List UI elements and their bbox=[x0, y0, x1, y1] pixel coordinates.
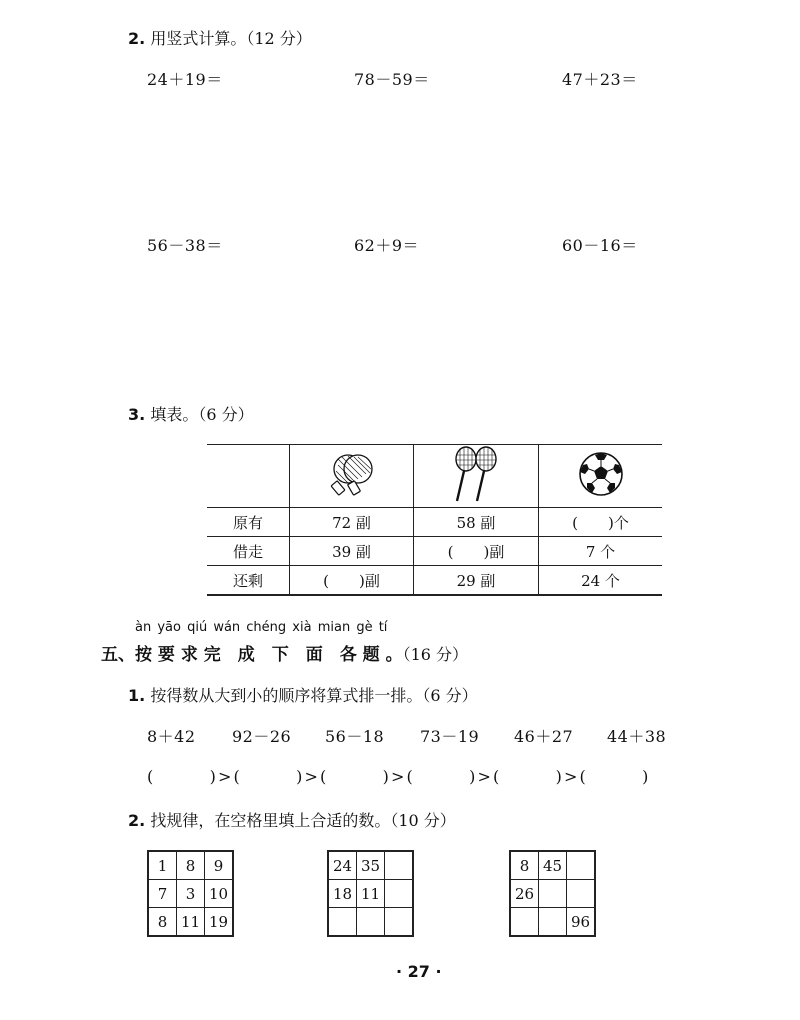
table-icon-cell bbox=[290, 445, 414, 508]
grid-cell: 8 bbox=[148, 908, 177, 937]
sort-expression: 56－18 bbox=[325, 727, 385, 746]
q2-number: 2. bbox=[128, 29, 146, 48]
row-label: 借走 bbox=[207, 537, 290, 566]
ping-pong-paddles-icon bbox=[324, 449, 380, 499]
grid-cell: 11 bbox=[357, 880, 385, 908]
grid-blank-cell[interactable] bbox=[539, 908, 567, 937]
grid-cell: 96 bbox=[567, 908, 596, 937]
q3-points: （6 分） bbox=[198, 405, 254, 424]
table-row bbox=[207, 537, 662, 566]
table-cell: 39 副 bbox=[290, 537, 414, 566]
q5-2-heading bbox=[128, 808, 456, 831]
q2-problem-1: 24＋19＝ bbox=[147, 70, 223, 89]
answer-blank-cell[interactable]: ( )副 bbox=[414, 537, 539, 566]
grid-blank-cell[interactable] bbox=[385, 908, 414, 937]
table-header-row bbox=[207, 445, 662, 508]
q2-problem-5: 62＋9＝ bbox=[354, 236, 420, 255]
grid-blank-cell[interactable] bbox=[328, 908, 357, 937]
sort-expression: 73－19 bbox=[420, 727, 480, 746]
page-number: · 27 · bbox=[396, 962, 442, 981]
grid-blank-cell[interactable] bbox=[510, 908, 539, 937]
pattern-grid-2 bbox=[327, 850, 414, 937]
grid-blank-cell[interactable] bbox=[567, 851, 596, 880]
grid-cell: 3 bbox=[177, 880, 205, 908]
q3-heading bbox=[128, 402, 254, 425]
q2-problem-4: 56－38＝ bbox=[147, 236, 223, 255]
table-cell: 72 副 bbox=[290, 508, 414, 537]
badminton-rackets-icon bbox=[449, 445, 503, 503]
q5-1-points: （6 分） bbox=[422, 686, 478, 705]
grid-cell: 9 bbox=[205, 851, 234, 880]
section5-heading bbox=[101, 640, 468, 665]
row-label: 原有 bbox=[207, 508, 290, 537]
grid-cell: 1 bbox=[148, 851, 177, 880]
q2-title: 用竖式计算。 bbox=[150, 29, 247, 48]
q2-problem-3: 47＋23＝ bbox=[562, 70, 638, 89]
grid-cell: 19 bbox=[205, 908, 234, 937]
sort-answer-row[interactable]: ( )>( )>( )>( )>( )>( ) bbox=[147, 767, 651, 786]
grid-cell: 10 bbox=[205, 880, 234, 908]
answer-blank-cell[interactable]: ( )个 bbox=[539, 508, 663, 537]
row-label: 还剩 bbox=[207, 566, 290, 596]
grid-cell: 11 bbox=[177, 908, 205, 937]
table-cell: 58 副 bbox=[414, 508, 539, 537]
grid-cell: 8 bbox=[510, 851, 539, 880]
table-row bbox=[207, 566, 662, 596]
pattern-grid-1 bbox=[147, 850, 234, 937]
fill-table bbox=[207, 444, 662, 596]
answer-blank-cell[interactable]: ( )副 bbox=[290, 566, 414, 596]
table-corner-cell bbox=[207, 445, 290, 508]
grid-cell: 26 bbox=[510, 880, 539, 908]
table-cell: 29 副 bbox=[414, 566, 539, 596]
grid-cell: 18 bbox=[328, 880, 357, 908]
grid-blank-cell[interactable] bbox=[385, 880, 414, 908]
q2-problem-6: 60－16＝ bbox=[562, 236, 638, 255]
sort-expression: 8＋42 bbox=[147, 727, 196, 746]
grid-blank-cell[interactable] bbox=[567, 880, 596, 908]
q2-problem-2: 78－59＝ bbox=[354, 70, 430, 89]
grid-cell: 45 bbox=[539, 851, 567, 880]
q2-points: （12 分） bbox=[246, 29, 312, 48]
grid-cell: 8 bbox=[177, 851, 205, 880]
table-cell: 24 个 bbox=[539, 566, 663, 596]
grid-cell: 24 bbox=[328, 851, 357, 880]
q5-2-number: 2. bbox=[128, 811, 146, 830]
table-icon-cell bbox=[414, 445, 539, 508]
q3-number: 3. bbox=[128, 405, 146, 424]
table-cell: 7 个 bbox=[539, 537, 663, 566]
soccer-ball-icon bbox=[577, 450, 625, 498]
q3-title: 填表。 bbox=[150, 405, 199, 424]
grid-blank-cell[interactable] bbox=[539, 880, 567, 908]
grid-cell: 7 bbox=[148, 880, 177, 908]
sort-expression: 46＋27 bbox=[514, 727, 574, 746]
section5-points: （16 分） bbox=[402, 645, 469, 664]
grid-cell: 35 bbox=[357, 851, 385, 880]
section5-pinyin: àn yāo qiú wán chéng xià mian gè tí bbox=[135, 620, 388, 635]
q5-1-heading bbox=[128, 683, 478, 706]
q5-1-number: 1. bbox=[128, 686, 146, 705]
q2-heading bbox=[128, 26, 312, 49]
sort-expression: 92－26 bbox=[232, 727, 292, 746]
section5-title: 五、按 要 求 完 成 下 面 各 题 。 bbox=[101, 645, 403, 665]
table-row bbox=[207, 508, 662, 537]
sort-expression: 44＋38 bbox=[607, 727, 667, 746]
q5-1-title: 按得数从大到小的顺序将算式排一排。 bbox=[150, 686, 423, 705]
table-icon-cell bbox=[539, 445, 663, 508]
q5-2-points: （10 分） bbox=[390, 811, 456, 830]
grid-blank-cell[interactable] bbox=[385, 851, 414, 880]
q5-2-title: 找规律，在空格里填上合适的数。 bbox=[150, 811, 391, 830]
pattern-grid-3 bbox=[509, 850, 596, 937]
grid-blank-cell[interactable] bbox=[357, 908, 385, 937]
